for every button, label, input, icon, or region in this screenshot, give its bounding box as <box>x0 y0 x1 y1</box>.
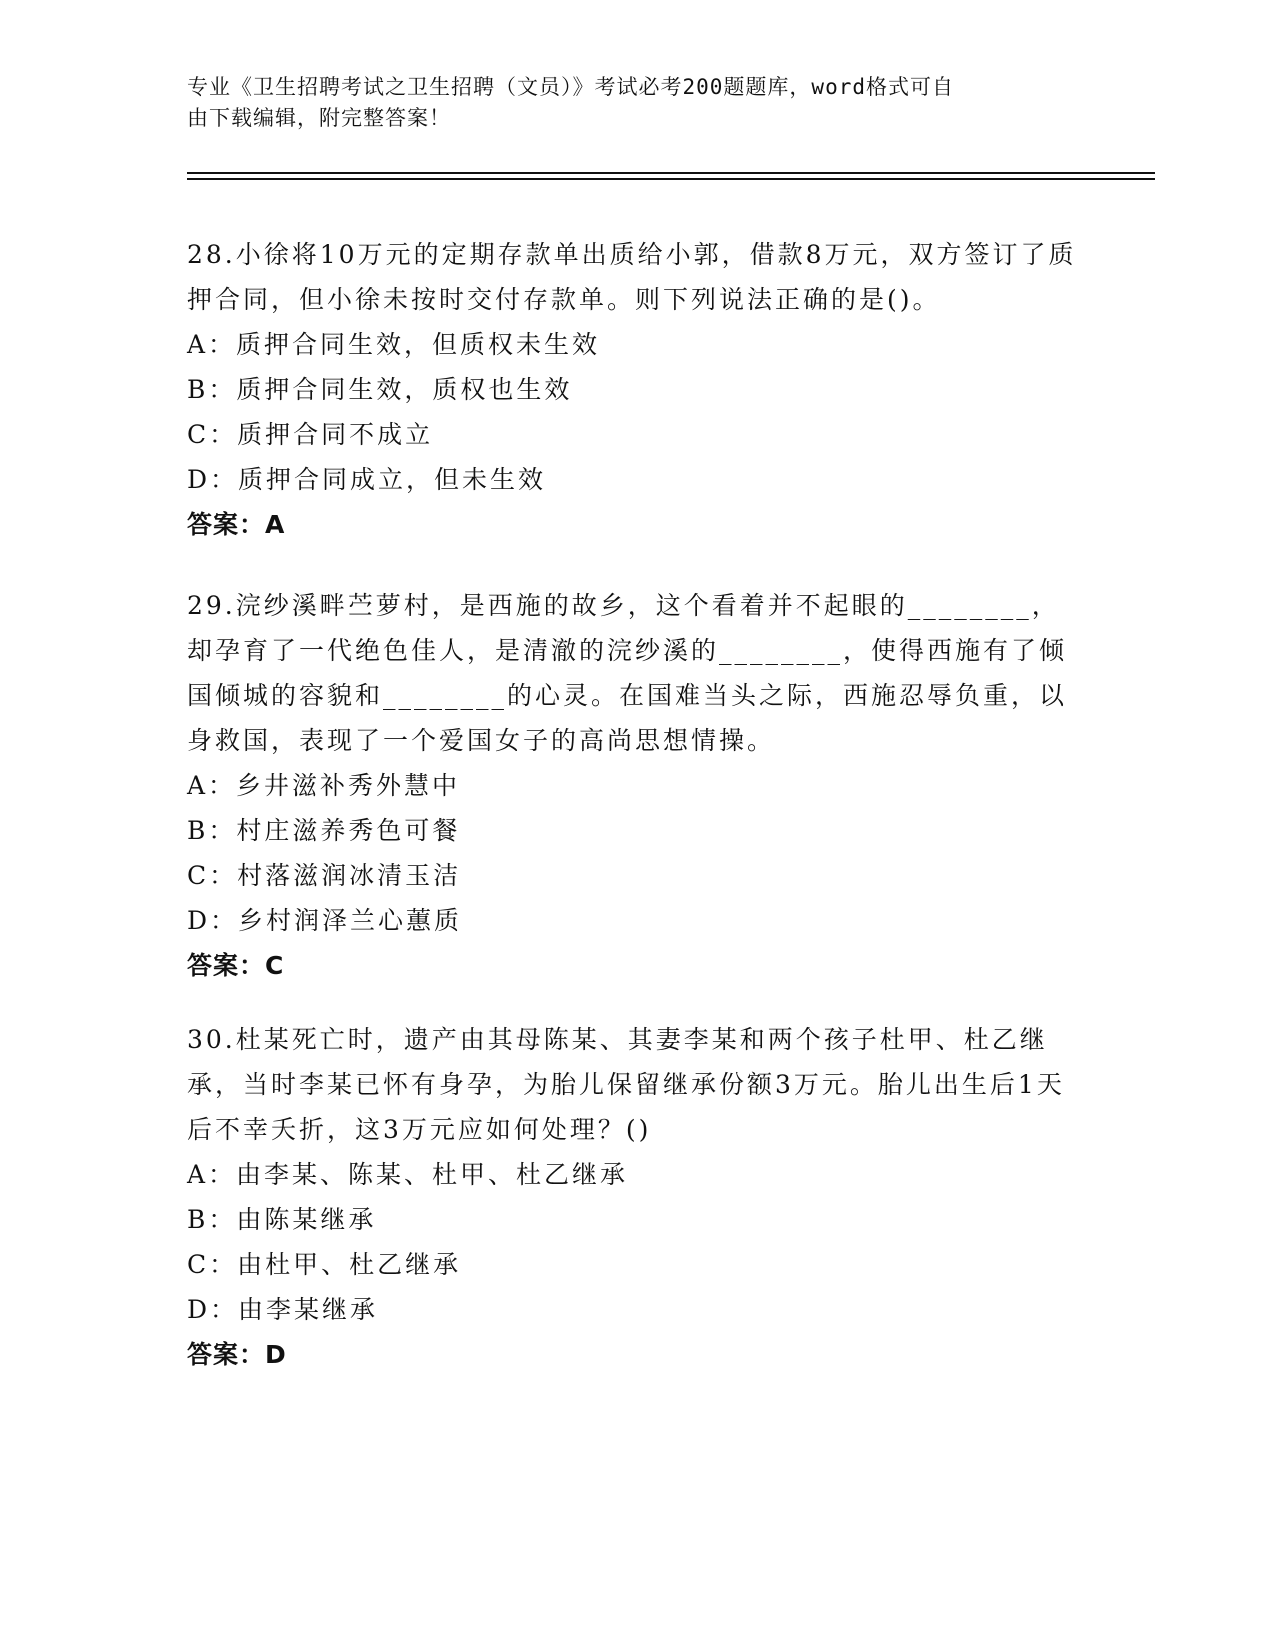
document-header <box>187 72 1067 134</box>
header-line-2: 由下载编辑，附完整答案！ <box>187 106 451 130</box>
question-28 <box>187 232 1087 547</box>
question-29 <box>187 583 1087 988</box>
option-a: A：质押合同生效，但质权未生效 <box>187 330 601 359</box>
question-stem: 30.杜某死亡时，遗产由其母陈某、其妻李某和两个孩子杜甲、杜乙继承，当时李某已怀有身孕，为胎儿保留继承份额3万元。胎儿出生后1天后不幸夭折，这3万元应如何处理？() <box>187 1025 1065 1144</box>
question-stem: 28.小徐将10万元的定期存款单出质给小郭，借款8万元，双方签订了质押合同，但小徐未按时交付存款单。则下列说法正确的是()。 <box>187 240 1077 314</box>
option-b: B：村庄滋养秀色可餐 <box>187 816 461 845</box>
option-d: D：质押合同成立，但未生效 <box>187 465 547 494</box>
option-b: B：由陈某继承 <box>187 1205 377 1234</box>
option-d: D：由李某继承 <box>187 1295 379 1324</box>
header-divider-bottom <box>187 178 1155 180</box>
answer: 答案：A <box>187 510 286 539</box>
option-c: C：质押合同不成立 <box>187 420 434 449</box>
option-a: A：由李某、陈某、杜甲、杜乙继承 <box>187 1160 629 1189</box>
question-30 <box>187 1017 1087 1377</box>
question-stem: 29.浣纱溪畔苎萝村，是西施的故乡，这个看着并不起眼的________，却孕育了一代绝色佳人，是清澈的浣纱溪的________，使得西施有了倾国倾城的容貌和________的心灵。在国难当头之际，西施忍辱负重，以身救国，表现了一个爱国女子的高尚思想情操。 <box>187 591 1068 755</box>
option-c: C：村落滋润冰清玉洁 <box>187 861 462 890</box>
answer: 答案：D <box>187 1340 287 1369</box>
option-b: B：质押合同生效，质权也生效 <box>187 375 573 404</box>
header-divider-top <box>187 172 1155 174</box>
option-d: D：乡村润泽兰心蕙质 <box>187 906 463 935</box>
header-line-1: 专业《卫生招聘考试之卫生招聘（文员）》考试必考200题题库，word格式可自 <box>187 75 954 99</box>
option-a: A：乡井滋补秀外慧中 <box>187 771 461 800</box>
option-c: C：由杜甲、杜乙继承 <box>187 1250 462 1279</box>
answer: 答案：C <box>187 951 285 980</box>
